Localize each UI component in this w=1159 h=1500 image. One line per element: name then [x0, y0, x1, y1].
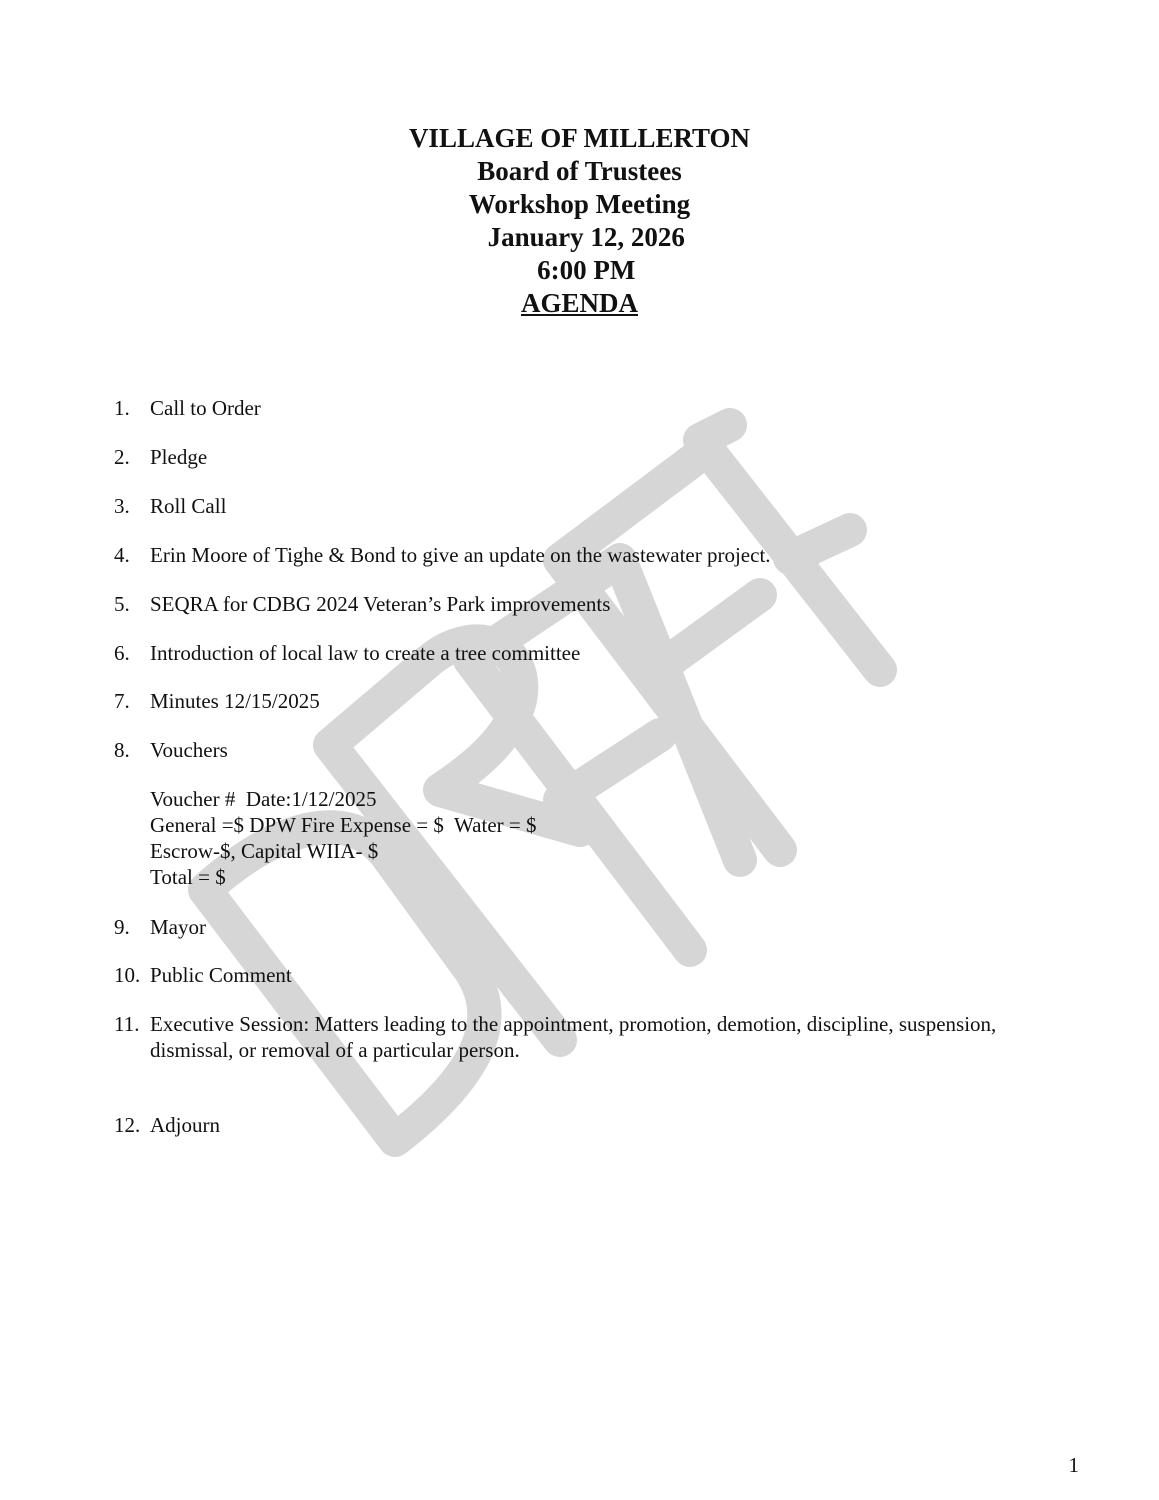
- item-number: 11.: [114, 1012, 140, 1036]
- agenda-item-10: [114, 962, 1070, 988]
- voucher-total: Total = $: [150, 865, 226, 889]
- board-name: Board of Trustees: [477, 156, 682, 186]
- meeting-date: January 12, 2026: [474, 222, 685, 252]
- item-text: SEQRA for CDBG 2024 Veteran’s Park improvements: [150, 592, 611, 616]
- item-text: Erin Moore of Tighe & Bond to give an update on the wastewater project.: [150, 543, 771, 567]
- item-text: Adjourn: [150, 1113, 220, 1137]
- item-text: Minutes 12/15/2025: [150, 689, 320, 713]
- item-text: Public Comment: [150, 963, 292, 987]
- item-text: Pledge: [150, 445, 208, 469]
- agenda-item-8: [114, 737, 1070, 763]
- item-text: Call to Order: [150, 396, 261, 420]
- village-name: VILLAGE OF MILLERTON: [408, 123, 751, 153]
- voucher-details: [150, 786, 536, 890]
- agenda-item-3: [114, 493, 1070, 519]
- item-number: 7.: [114, 689, 130, 713]
- agenda-item-6: [114, 640, 1070, 666]
- agenda-item-1: [114, 395, 1070, 421]
- item-text: Roll Call: [150, 494, 227, 518]
- meeting-time: 6:00 PM: [523, 255, 636, 285]
- item-text: Vouchers: [150, 738, 228, 762]
- meeting-type: Workshop Meeting: [468, 189, 691, 219]
- item-number: 6.: [114, 641, 130, 665]
- item-number: 2.: [114, 445, 130, 469]
- item-number: 5.: [114, 592, 130, 616]
- item-number: 3.: [114, 494, 130, 518]
- item-number: 9.: [114, 915, 130, 939]
- item-text: Mayor: [150, 915, 206, 939]
- agenda-title: AGENDA: [520, 288, 638, 318]
- agenda-item-9: [114, 914, 1070, 940]
- voucher-escrow-line: Escrow-$, Capital WIIA- $: [150, 839, 379, 863]
- item-text: Executive Session: Matters leading to the appointment, promotion, demotion, discipline, suspension, dismissal, or removal of a particular person.: [150, 1012, 997, 1062]
- page-number: 1: [1068, 1453, 1079, 1477]
- voucher-general-line: General =$ DPW Fire Expense = $ Water = $: [150, 813, 537, 837]
- voucher-number-date: Voucher # Date:1/12/2025: [150, 787, 377, 811]
- agenda-item-12: [114, 1112, 1070, 1138]
- item-number: 12.: [114, 1113, 141, 1137]
- agenda-item-11: [114, 1011, 1070, 1063]
- agenda-item-7: [114, 688, 1070, 714]
- agenda-item-4: [114, 542, 1070, 568]
- agenda-item-2: [114, 444, 1070, 470]
- item-number: 8.: [114, 738, 130, 762]
- item-number: 4.: [114, 543, 130, 567]
- agenda-header: [0, 122, 1159, 320]
- agenda-item-5: [114, 591, 1070, 617]
- item-text: Introduction of local law to create a tree committee: [150, 641, 581, 665]
- item-number: 1.: [114, 396, 130, 420]
- item-number: 10.: [114, 963, 141, 987]
